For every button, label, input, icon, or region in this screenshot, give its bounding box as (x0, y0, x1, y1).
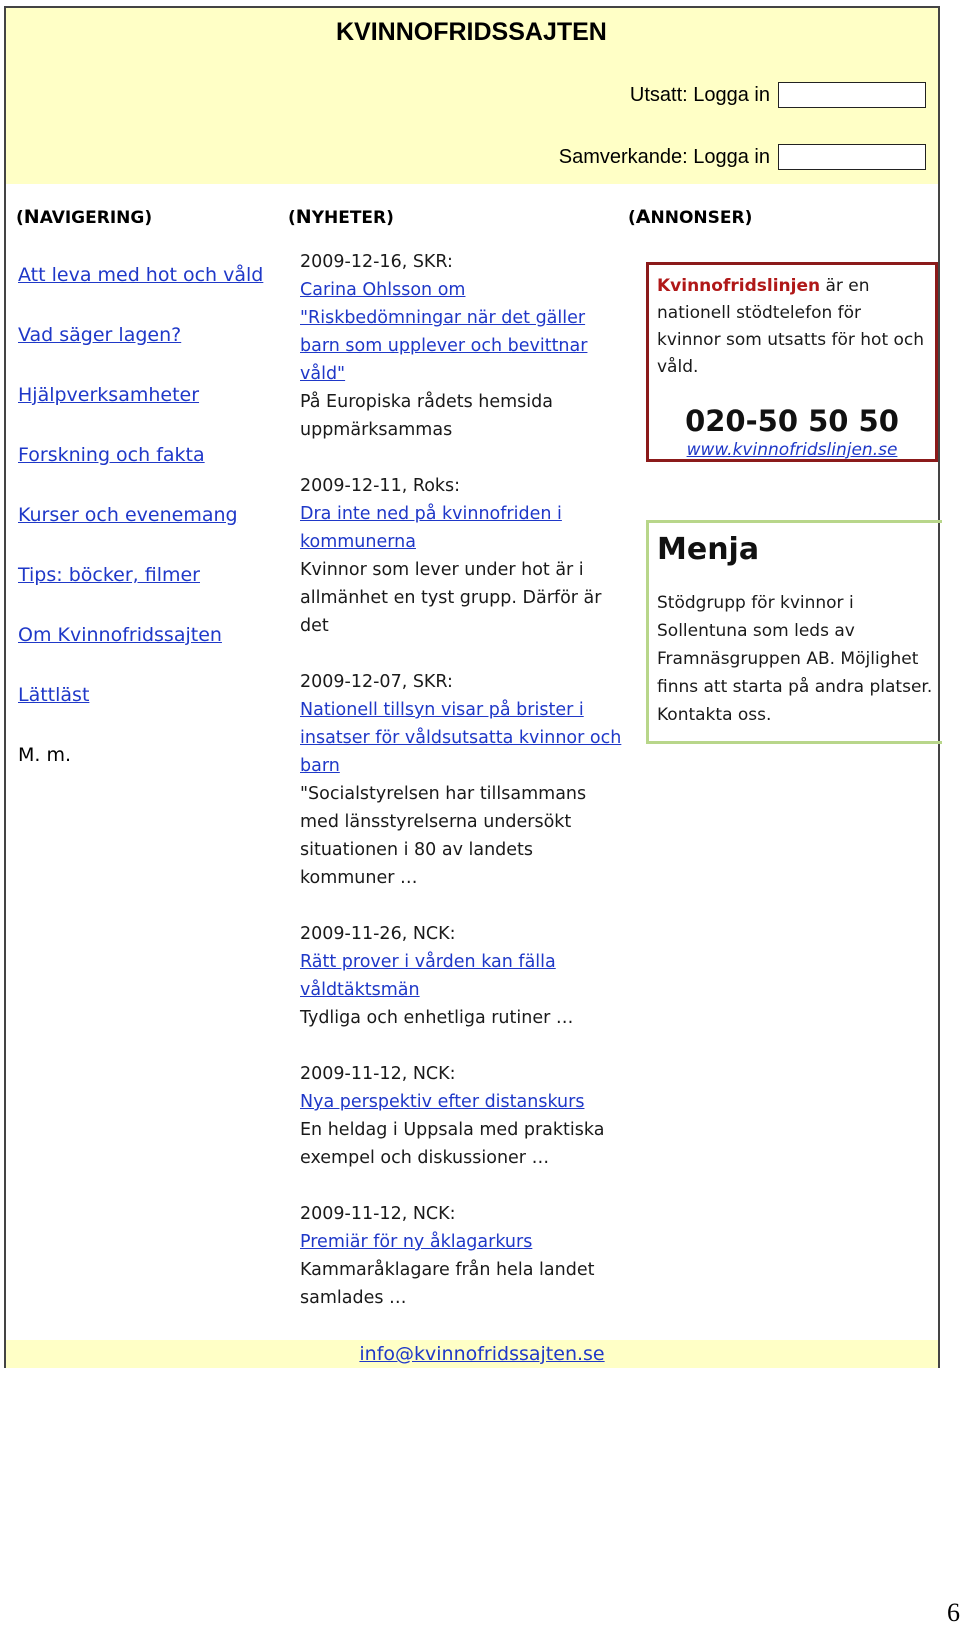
news-date: 2009-12-11, Roks: (300, 476, 461, 496)
ads-heading: (ANNONSER) (628, 206, 753, 228)
news-text: "Socialstyrelsen har tillsammans med länsstyrelserna undersökt situationen i 80 av landets kommuner … (300, 784, 587, 888)
navigation (18, 262, 278, 802)
nav-item-om[interactable]: Om Kvinnofridssajten (18, 624, 222, 646)
site-footer (6, 1340, 938, 1368)
nav-item-lattlast[interactable]: Lättläst (18, 684, 90, 706)
footer-email-link[interactable]: info@kvinnofridssajten.se (359, 1343, 605, 1365)
news-link[interactable]: Nationell tillsyn visar på brister i insatser för våldsutsatta kvinnor och barn (300, 700, 622, 776)
menja-text: Stödgrupp för kvinnor i Sollentuna som leds av Framnäsgruppen AB. Möjlighet finns att starta på andra platser. Kontakta oss. (657, 593, 933, 725)
ad-brand: Kvinnofridslinjen (657, 276, 821, 296)
news-item (300, 248, 630, 444)
page-number: 6 (947, 1598, 960, 1627)
login-utsatt-row (630, 82, 926, 108)
nav-item-tips[interactable]: Tips: böcker, filmer (18, 564, 200, 586)
news-date: 2009-12-16, SKR: (300, 252, 453, 272)
news-date: 2009-11-26, NCK: (300, 924, 456, 944)
news-text: Kammaråklagare från hela landet samlades … (300, 1260, 595, 1308)
news-link[interactable]: Premiär för ny åklagarkurs (300, 1232, 533, 1252)
news-link[interactable]: Rätt prover i vården kan fälla våldtäktsmän (300, 952, 556, 1000)
news-heading: (NYHETER) (288, 206, 394, 228)
news-text: Tydliga och enhetliga rutiner … (300, 1008, 574, 1028)
nav-item-kurser[interactable]: Kurser och evenemang (18, 504, 238, 526)
login-samverkande-input[interactable] (778, 144, 926, 170)
news-item (300, 472, 630, 640)
news-item (300, 1200, 630, 1312)
news-item (300, 920, 630, 1032)
menja-title: Menja (657, 532, 760, 567)
menja-ad (646, 520, 942, 744)
news-link[interactable]: Dra inte ned på kvinnofriden i kommunerna (300, 504, 562, 552)
nav-item-hjalpverksamheter[interactable]: Hjälpverksamheter (18, 384, 200, 406)
news-date: 2009-11-12, NCK: (300, 1204, 456, 1224)
nav-item-vad-sager-lagen[interactable]: Vad säger lagen? (18, 324, 182, 346)
nav-item-att-leva[interactable]: Att leva med hot och våld (18, 264, 264, 286)
news-date: 2009-11-12, NCK: (300, 1064, 456, 1084)
news-text: Kvinnor som lever under hot är i allmänhet en tyst grupp. Därför är det (300, 560, 602, 636)
login-samverkande-row (559, 144, 926, 170)
nav-more: M. m. (18, 744, 72, 766)
ad-phone: 020-50 50 50 (685, 404, 899, 438)
login-samverkande-label: Samverkande: Logga in (558, 145, 770, 168)
login-utsatt-input[interactable] (778, 82, 926, 108)
ad-description: är en nationell stödtelefon för kvinnor som utsatts för hot och våld. (657, 276, 925, 377)
news-link[interactable]: Carina Ohlsson om "Riskbedömningar när det gäller barn som upplever och bevittnar våld" (300, 280, 588, 384)
login-utsatt-label: Utsatt: Logga in (629, 83, 770, 106)
kvinnofridslinjen-ad (646, 262, 938, 462)
news-item (300, 668, 630, 892)
nav-item-forskning[interactable]: Forskning och fakta (18, 444, 205, 466)
page-frame (4, 6, 940, 1368)
news-link[interactable]: Nya perspektiv efter distanskurs (300, 1092, 585, 1112)
ad-description-block (657, 273, 927, 381)
news-item (300, 1060, 630, 1172)
nav-heading: (NAVIGERING) (16, 206, 153, 228)
site-header (6, 8, 938, 184)
news-list (300, 248, 630, 1340)
news-text: En heldag i Uppsala med praktiska exempel och diskussioner … (300, 1120, 605, 1168)
news-date: 2009-12-07, SKR: (300, 672, 453, 692)
news-text: På Europiska rådets hemsida uppmärksammas (300, 392, 553, 440)
site-title: KVINNOFRIDSSAJTEN (336, 18, 607, 46)
ad-url-link[interactable]: www.kvinnofridslinjen.se (686, 440, 898, 460)
